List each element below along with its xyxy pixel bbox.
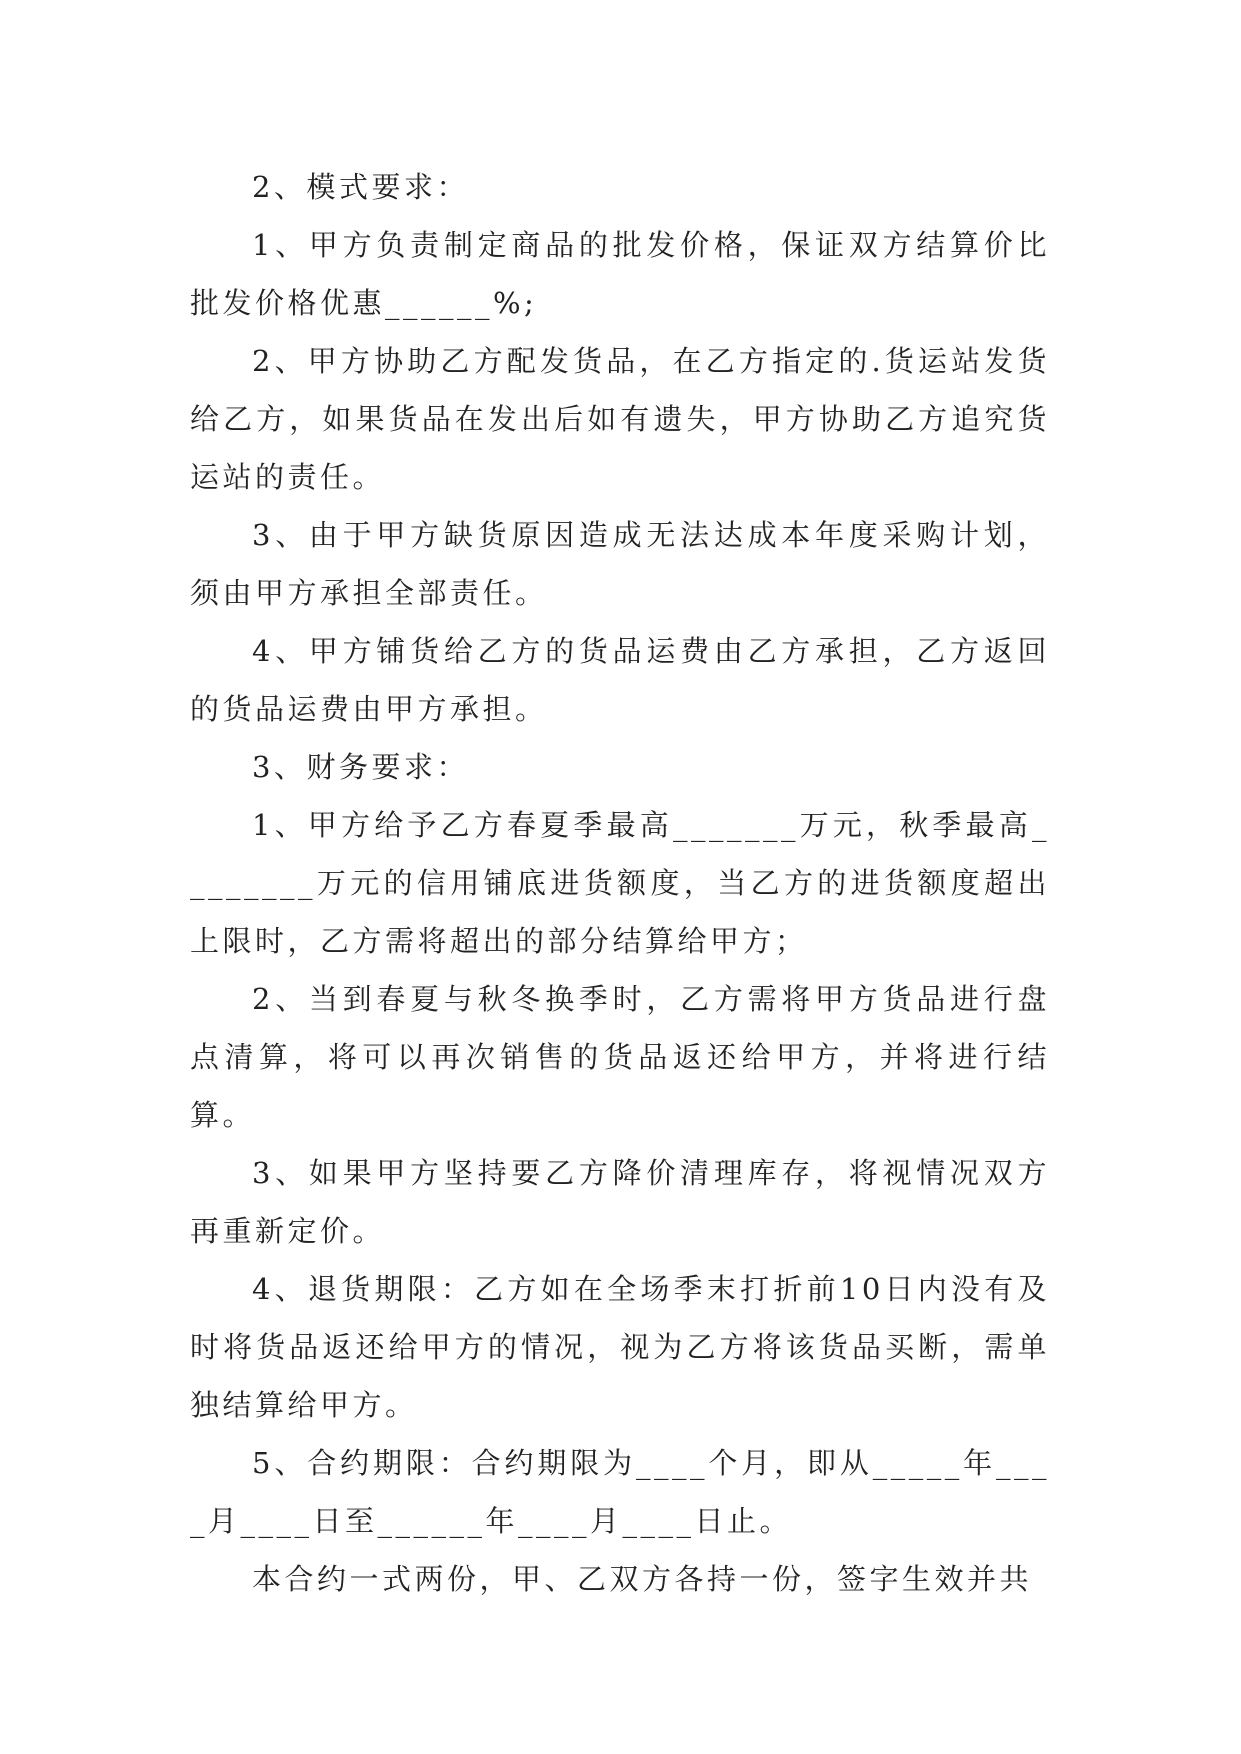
section-heading-mode-requirements: 2、模式要求： [252,170,469,204]
clause-credit-limit: 1、甲方给予乙方春夏季最高_______万元，秋季最高________万元的信用铺底进货额度，当乙方的进货额度超出上限时，乙方需将超出的部分结算给甲方； [190,808,1050,958]
clause-contract-term: 5、合约期限：合约期限为____个月，即从_____年____月____日至______年____月____日止。 [190,1446,1050,1538]
clause-price-reduction: 3、如果甲方坚持要乙方降价清理库存，将视情况双方再重新定价。 [190,1156,1050,1248]
clause-stock-shortage: 3、由于甲方缺货原因造成无法达成本年度采购计划，须由甲方承担全部责任。 [190,518,1050,610]
clause-season-settlement: 2、当到春夏与秋冬换季时，乙方需将甲方货品进行盘点清算，将可以再次销售的货品返还给甲方，并将进行结算。 [190,982,1050,1132]
clause-copies: 本合约一式两份，甲、乙双方各持一份，签字生效并共 [252,1562,1033,1596]
clause-wholesale-price: 1、甲方负责制定商品的批发价格，保证双方结算价比批发价格优惠______%; [190,228,1050,320]
document-body [190,158,1050,1608]
clause-delivery-assistance: 2、甲方协助乙方配发货品，在乙方指定的.货运站发货给乙方，如果货品在发出后如有遗失，甲方协助乙方追究货运站的责任。 [190,344,1050,494]
section-heading-finance-requirements: 3、财务要求： [252,750,469,784]
clause-freight-cost: 4、甲方铺货给乙方的货品运费由乙方承担，乙方返回的货品运费由甲方承担。 [190,634,1050,726]
clause-return-deadline: 4、退货期限：乙方如在全场季末打折前10日内没有及时将货品返还给甲方的情况，视为乙方将该货品买断，需单独结算给甲方。 [190,1272,1050,1422]
